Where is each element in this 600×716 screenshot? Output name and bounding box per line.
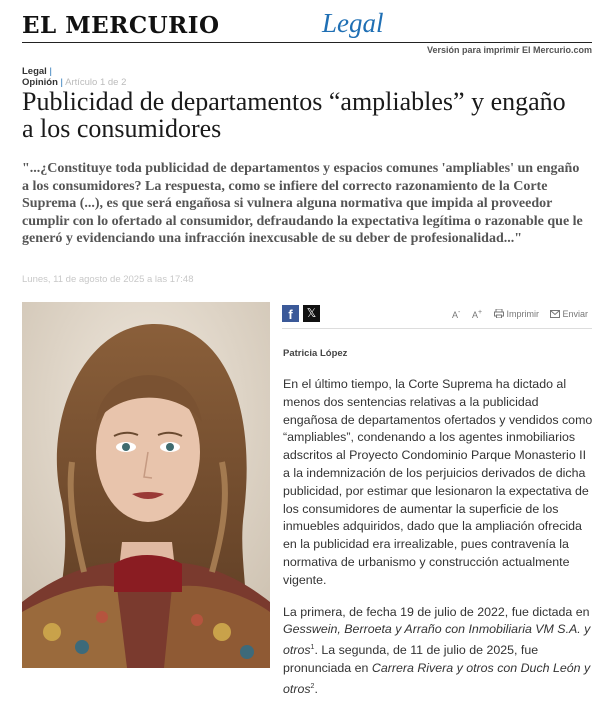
brand-logo[interactable]: EL MERCURIO: [22, 12, 220, 39]
paragraph-1: En el último tiempo, la Corte Suprema ha dictado al menos dos sentencias relativas a la publicidad engañosa de departamentos ofertados y vendidos como “ampliables”, condenando a los agentes inmobiliarios adscritos al Proyecto Condominio Parque Monasterio II a la indemnización de los perjuicios derivados de dicha publicidad, por estimar que lesionaron la expectativa de los consumidores de aumentar la superficie de los inmuebles adquiridos, dado que la ampliación ofrecida en la publicidad era irrealizable, pues contravenía la normativa de urbanismo y construcción actualmente vigente.: [283, 377, 593, 587]
masthead: [22, 8, 592, 43]
article-lead: "...¿Constituye toda publicidad de departamentos y espacios comunes 'ampliables' un engaño a los consumidores? La respuesta, como se infiere del correcto razonamiento de la Corte Suprema (...), es que será engañosa si vulnera alguna normativa que impida al proveedor cumplir con lo ofertado al consumidor, defraudando la expectativa legítima o razonable que le generó y evidenciando una infracción inexcusable de su deber de profesionalidad...": [22, 161, 583, 246]
author-photo: [22, 302, 270, 668]
paragraph-2: La primera, de fecha 19 de julio de 2022, fue dictada en Gesswein, Berroeta y Arraño con Inmobiliaria VM S.A. y otros$^1$. La segunda, de 11 de julio de 2025, fue pronunciada en Carrera Rivera y otros con Duch León y otros$^2$.: [283, 604, 591, 696]
font-larger-button[interactable]: A+: [472, 309, 483, 320]
footnote-ref-2[interactable]: 2: [310, 682, 315, 690]
publish-date: Lunes, 11 de agosto de 2025 a las 17:48: [22, 274, 194, 285]
send-label: Enviar: [562, 309, 589, 319]
footnote-ref-1[interactable]: 1: [310, 644, 315, 652]
font-smaller-button[interactable]: A-: [452, 309, 461, 320]
article-title: Publicidad de departamentos “ampliables” y engaño a los consumidores: [22, 87, 566, 143]
breadcrumb: Legal | Opinión | Artículo 1 de 2: [22, 66, 127, 88]
section-title[interactable]: Legal: [322, 8, 384, 38]
envelope-icon: [550, 310, 560, 318]
print-version-note: Versión para imprimir El Mercurio.com: [426, 45, 592, 55]
author-name[interactable]: Patricia López: [283, 348, 348, 359]
print-label: Imprimir: [506, 309, 540, 319]
send-button[interactable]: [550, 309, 588, 319]
article-counter: Artículo 1 de 2: [65, 77, 127, 88]
print-button[interactable]: [494, 309, 539, 319]
facebook-icon[interactable]: f: [282, 305, 299, 322]
case-name-2: Carrera Rivera y otros con Duch León y otros: [283, 661, 591, 696]
breadcrumb-legal[interactable]: Legal: [22, 66, 47, 77]
article-body: [283, 376, 593, 713]
case-name-1: Gesswein, Berroeta y Arraño con Inmobiliaria VM S.A. y otros: [283, 622, 591, 658]
printer-icon: [494, 309, 504, 318]
x-twitter-icon[interactable]: 𝕏: [303, 305, 320, 322]
share-toolbar: [282, 304, 592, 329]
breadcrumb-opinion[interactable]: Opinión: [22, 77, 58, 88]
